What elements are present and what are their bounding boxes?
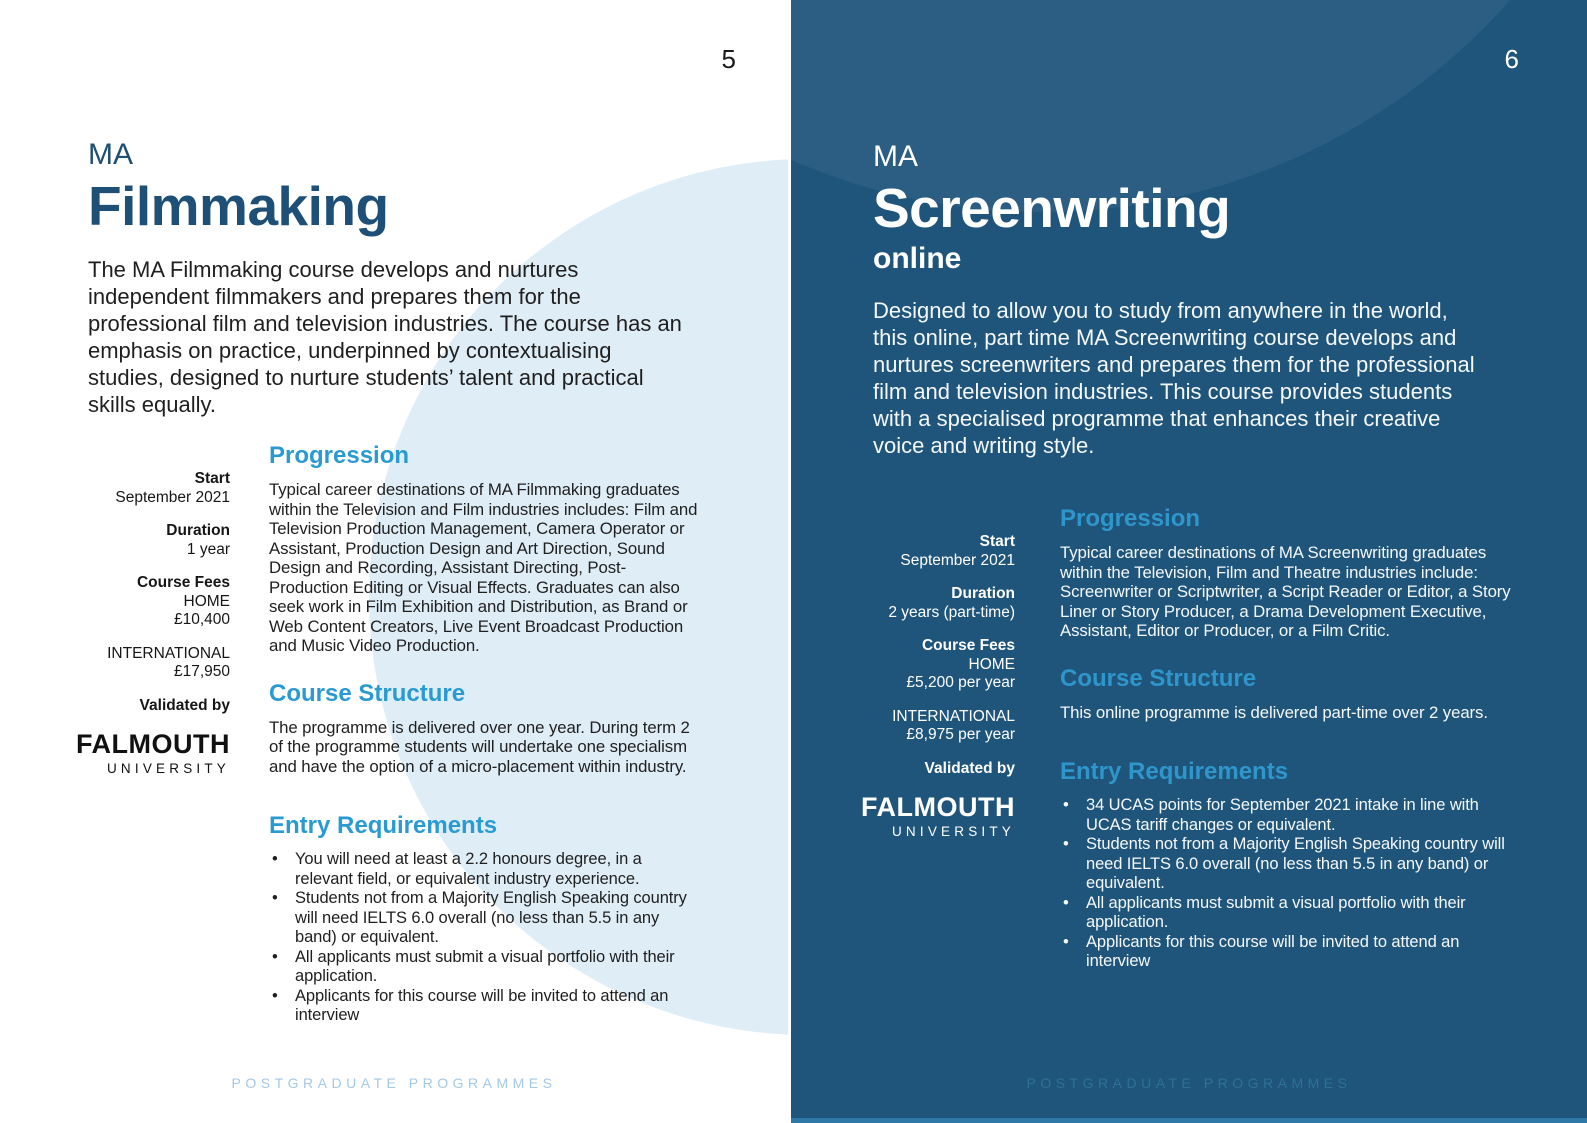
fact-value-home-label: HOME — [968, 655, 1015, 673]
list-item — [269, 850, 701, 889]
key-facts-sidebar — [40, 470, 230, 777]
degree-label: MA — [873, 140, 918, 173]
list-item-text: 34 UCAS points for September 2021 intake in line with UCAS tariff changes or equivalent. — [1086, 796, 1479, 834]
page-filmmaking — [0, 0, 788, 1123]
list-item — [1060, 894, 1512, 933]
section-body-progression: Typical career destinations of MA Filmmaking graduates within the Television and Film industries includes: Film and Television Production Management, Camera Operator or Assistant, Production Design and Art Direction, Sound Design and Recording, Assistant Directing, Post-Production Editing or Visual Effects. Graduates can also seek work in Film Exhibition and Distribution, as Brand or Web Content Creators, Live Event Broadcast Production and Music Video Production. — [269, 480, 698, 655]
page-number: 5 — [721, 44, 736, 74]
falmouth-logo-wordmark: FALMOUTH — [76, 729, 230, 759]
falmouth-logo-subtext: UNIVERSITY — [891, 823, 1015, 839]
section-body-course-structure: The programme is delivered over one year. During term 2 of the programme students will undertake one specialism and have the option of a micro-placement within industry. — [269, 717, 690, 776]
falmouth-logo-wordmark: FALMOUTH — [861, 792, 1015, 822]
entry-requirements-list — [269, 850, 701, 1026]
course-title: Filmmaking — [88, 174, 389, 237]
bullet-icon: • — [1063, 893, 1069, 912]
degree-label: MA — [88, 138, 133, 171]
fact-value-international-label: INTERNATIONAL — [107, 644, 230, 662]
course-details-column — [1060, 507, 1512, 972]
course-intro: The MA Filmmaking course develops and nurtures independent filmmakers and prepares them for the professional film and television industries. The course has an emphasis on practice, underpinned by contextualising studies, designed to nurture students’ talent and practical skills equally. — [88, 256, 682, 417]
fact-label-validated-by: Validated by — [924, 759, 1015, 777]
course-subtitle: online — [873, 241, 962, 275]
fact-value-home-label: HOME — [183, 592, 230, 610]
fact-value-international-fee: £8,975 per year — [906, 726, 1015, 743]
section-heading-course-structure: Course Structure — [269, 679, 466, 707]
fact-fees-home — [40, 574, 230, 630]
fact-label-start: Start — [194, 470, 230, 487]
page-screenwriting — [791, 0, 1587, 1123]
footer-label: POSTGRADUATE PROGRAMMES — [1026, 1075, 1352, 1091]
section-heading-progression: Progression — [1060, 505, 1201, 532]
falmouth-university-logo — [40, 730, 230, 777]
list-item-text: All applicants must submit a visual portfolio with their application. — [295, 947, 675, 985]
section-heading-course-structure: Course Structure — [1060, 664, 1257, 692]
bottom-accent-strip — [791, 1118, 1587, 1123]
list-item-text: Students not from a Majority English Speaking country will need IELTS 6.0 overall (no less than 5.5 in any band) or equivalent. — [1086, 835, 1505, 892]
fact-value-home-fee: £10,400 — [173, 611, 230, 628]
list-item — [269, 948, 701, 987]
fact-value-international-label: INTERNATIONAL — [892, 707, 1015, 725]
fact-value-start: September 2021 — [900, 551, 1015, 569]
course-intro: Designed to allow you to study from anywhere in the world, this online, part time MA Screenwriting course develops and nurtures screenwriters and prepares them for the professional film and television industries. This course provides students with a specialised programme that enhances their creative voice and writing style. — [873, 297, 1475, 458]
list-item — [269, 889, 701, 948]
fact-label-validated-by: Validated by — [139, 696, 230, 714]
entry-requirements-list — [1060, 796, 1512, 972]
fact-value-duration: 1 year — [186, 540, 230, 558]
bullet-icon: • — [272, 986, 278, 1005]
fact-fees-home — [835, 637, 1015, 693]
course-header — [88, 138, 692, 418]
bullet-icon: • — [272, 947, 278, 966]
fact-start — [835, 533, 1015, 570]
course-header — [873, 140, 1493, 459]
fact-fees-international — [40, 645, 230, 682]
falmouth-logo-subtext: UNIVERSITY — [106, 760, 230, 776]
fact-label-fees: Course Fees — [136, 574, 230, 591]
fact-duration — [40, 522, 230, 559]
bullet-icon: • — [1063, 835, 1069, 853]
list-item — [1060, 796, 1512, 835]
fact-value-start: September 2021 — [115, 488, 230, 506]
course-title: Screenwriting — [873, 176, 1231, 239]
fact-validated — [835, 760, 1015, 779]
bullet-icon: • — [272, 889, 278, 907]
list-item — [269, 987, 701, 1026]
fact-start — [40, 470, 230, 507]
key-facts-sidebar — [835, 533, 1015, 840]
fact-duration — [835, 585, 1015, 622]
page-number: 6 — [1504, 44, 1519, 74]
list-item — [1060, 835, 1512, 894]
section-heading-entry-requirements: Entry Requirements — [1060, 758, 1289, 785]
list-item-text: You will need at least a 2.2 honours degree, in a relevant field, or equivalent industry experience. — [295, 850, 642, 888]
fact-validated — [40, 697, 230, 716]
fact-value-duration: 2 years (part-time) — [888, 603, 1015, 621]
list-item-text: Students not from a Majority English Speaking country will need IELTS 6.0 overall (no less than 5.5 in any band) or equivalent. — [295, 889, 687, 946]
footer-label: POSTGRADUATE PROGRAMMES — [231, 1075, 557, 1091]
section-body-progression: Typical career destinations of MA Screenwriting graduates within the Television, Film and Theatre industries include: Screenwriter or Scriptwriter, a Script Reader or Editor, a Story Liner or Story Producer, a Drama Development Executive, Assistant, Editor or Producer, or a Film Critic. — [1060, 543, 1511, 640]
falmouth-university-logo — [835, 793, 1015, 840]
list-item-text: All applicants must submit a visual portfolio with their application. — [1086, 893, 1466, 931]
fact-label-duration: Duration — [951, 585, 1015, 602]
list-item-text: Applicants for this course will be invited to attend an interview — [1086, 932, 1460, 970]
bullet-icon: • — [1063, 932, 1069, 951]
bullet-icon: • — [272, 850, 278, 868]
list-item — [1060, 933, 1512, 972]
fact-fees-international — [835, 708, 1015, 745]
fact-value-home-fee: £5,200 per year — [906, 674, 1015, 691]
fact-value-international-fee: £17,950 — [173, 663, 230, 680]
section-heading-entry-requirements: Entry Requirements — [269, 812, 498, 839]
fact-label-start: Start — [979, 533, 1015, 550]
bullet-icon: • — [1063, 796, 1069, 814]
course-details-column — [269, 444, 701, 1026]
fact-label-fees: Course Fees — [921, 637, 1015, 654]
list-item-text: Applicants for this course will be invited to attend an interview — [295, 986, 669, 1024]
section-body-course-structure: This online programme is delivered part-time over 2 years. — [1060, 702, 1488, 722]
section-heading-progression: Progression — [269, 442, 410, 469]
fact-label-duration: Duration — [166, 522, 230, 539]
